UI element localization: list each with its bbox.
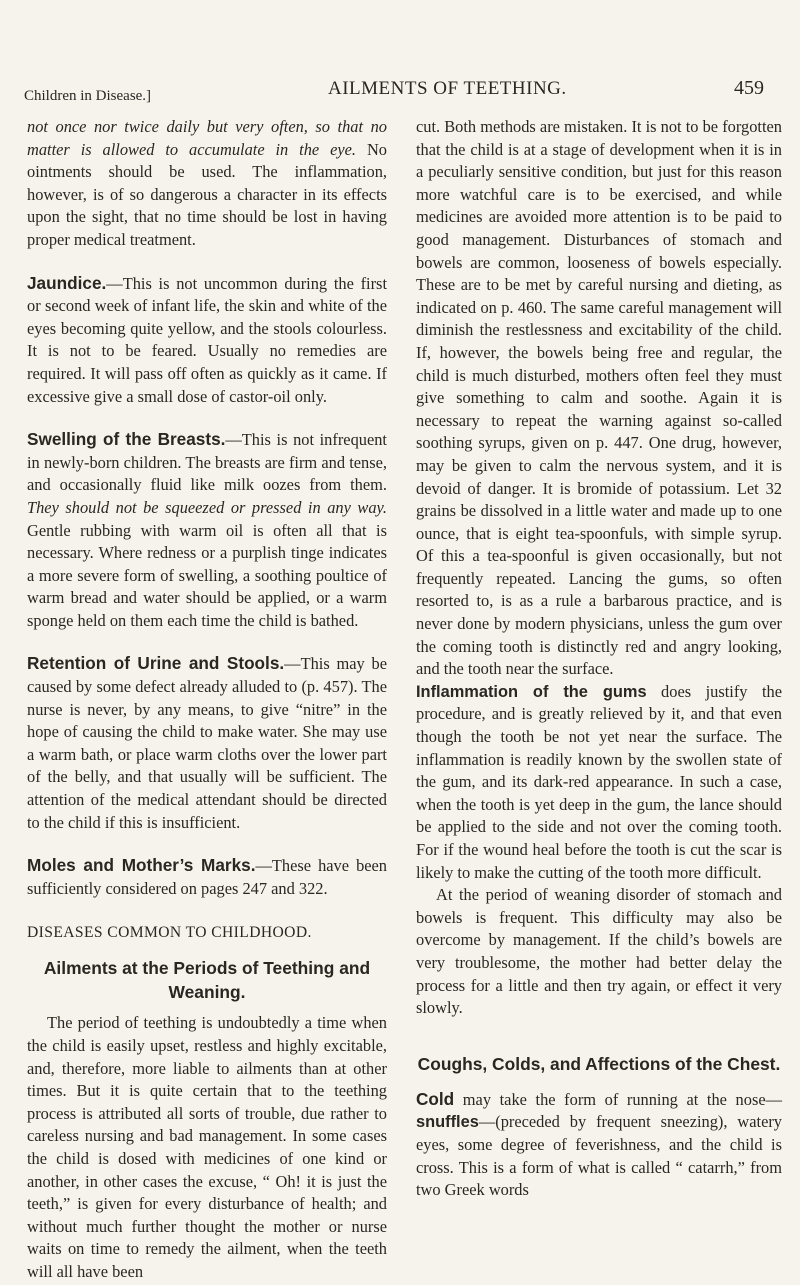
retention-heading: Retention of Urine and Stools.: [27, 653, 285, 674]
paragraph-teething-continued: cut. Both methods are mistaken. It is not to be forgotten that the child is at a stage of development when it is in a peculiarly sensitive condition, but just for this reason more watchful care is to be exercised, and while medicines are avoided more attention is to be paid to good management. Disturbances of stomach and bowels are common, looseness of bowels especially. These are to be met by careful nursing and dieting, as indicated on p. 460. The same careful management will diminish the restlessness and excitability of the child. If, however, the bowels being free and regular, the child is much disturbed, mothers often feel they must give something to calm and soothe. Again it is necessary to repeat the warning against so-called soothing syrups, given on p. 447. One drug, however, may be given to calm the nervous system, and it is devoid of danger. It is bromide of potassium. Let 32 grains be dissolved in a little water and made up to one ounce, that is eight tea-spoonfuls, with simple syrup. Of this a tea-spoonful is given occasionally, but not frequently repeated. Lancing the gums, so often resorted to, is as a rule a barbarous practice, and is never done by modern physicians, unless the gum over the coming tooth is distinctly red and angry looking, and the tooth near the surface.: [416, 117, 782, 679]
paragraph-jaundice: [27, 272, 387, 409]
eye-care-text: No ointments should be used. The inflammation, however, is of so dangerous a character in its effects upon the sight, that no time should be lost in having proper medical treatment.: [27, 139, 387, 249]
swelling-text-1: —This is not infrequent in newly-born children. The breasts are firm and tense, and occasionally fluid like milk oozes from them.: [27, 430, 387, 495]
paragraph-moles: [27, 854, 387, 900]
right-column: [416, 116, 782, 1202]
diseases-section-title: DISEASES COMMON TO CHILDHOOD.: [27, 924, 312, 942]
paragraph-gums: [416, 681, 782, 884]
gums-text: does justify the procedure, and is greatly relieved by it, and that even though the tooth be not yet near the surface. The inflammation is readily known by the swollen state of the gum, and its dark-red appearance. In such a case, when the tooth is yet deep in the gum, the lance should be applied to the side and not over the coming tooth. For if the wound heal before the tooth is cut the scar is likely to make the cutting of the tooth more difficult.: [416, 681, 782, 882]
gums-heading: Inflammation of the gums: [416, 682, 647, 701]
moles-text: —These have been sufficiently considered on pages 247 and 322.: [27, 856, 388, 898]
swelling-text-2: Gentle rubbing with warm oil is often all that is necessary. Where redness or a purplish tinge indicates a more severe form of swelling, a soothing poultice of warm bread and water should be applied, or a warm sponge held on them each time the child is bathed.: [27, 520, 387, 630]
snuffles-term: snuffles: [416, 1113, 479, 1132]
jaundice-heading: Jaundice.: [27, 272, 107, 293]
moles-heading: Moles and Mother’s Marks.: [27, 855, 256, 876]
swelling-heading: Swelling of the Breasts.: [27, 429, 226, 450]
paragraph-eye-care: [27, 116, 387, 252]
coughs-subtitle: Coughs, Colds, and Affections of the Chest.: [417, 1053, 781, 1074]
cold-heading: Cold: [416, 1088, 455, 1109]
left-column: [27, 116, 387, 1284]
paragraph-retention: [27, 652, 387, 834]
paragraph-teething: The period of teething is undoubtedly a time when the child is easily upset, restless and highly excitable, and, therefore, more liable to ailments than at other times. But it is quite certain that to the teething process is attributed all sorts of trouble, due rather to careless nursing and bad management. In some cases the child is dosed with medicines of one kind or another, in other cases the excuse, “ Oh! it is just the teeth,” is given for every disturbance of health; and without much further thought the mother or nurse waits on time to remedy the ailment, when the teeth will all have been: [27, 1013, 387, 1281]
section-label: Children in Disease.]: [24, 88, 152, 104]
cold-text-2: —(preceded by frequent sneezing), watery eyes, some degree of feverishness, and the child is cross. This is a form of what is called “ catarrh,” from two Greek words: [416, 1112, 782, 1200]
ailments-subtitle: Ailments at the Periods of Teething and Weaning.: [43, 958, 371, 1003]
swelling-italic: They should not be squeezed or pressed in any way.: [27, 497, 387, 517]
paragraph-weaning: At the period of weaning disorder of stomach and bowels is frequent. This difficulty may also be overcome by management. If the child’s bowels are very troublesome, the mother had better delay the process for a little and then try again, or effect it very slowly.: [416, 885, 782, 1018]
jaundice-text: —This is not uncommon during the first or second week of infant life, the skin and white of the eyes becoming quite yellow, and the stools colourless. It is not to be feared. Usually no remedies are required. It will pass off often as quickly as it came. If excessive give a small dose of castor-oil only.: [27, 273, 387, 406]
running-title: AILMENTS OF TEETHING.: [328, 78, 567, 99]
paragraph-cold: [416, 1088, 782, 1202]
retention-text: —This may be caused by some defect already alluded to (p. 457). The nurse is never, by any means, to give “nitre” in the hope of causing the child to make water. She may use a warm bath, or place warm cloths over the lower part of the belly, and that usually will be sufficient. The attention of the medical attendant should be directed to the child if this is insufficient.: [27, 654, 387, 832]
page-number: 459: [734, 77, 764, 99]
eye-care-italic: not once nor twice daily but very often, so that no matter is allowed to accumulate in the eye.: [27, 117, 387, 159]
paragraph-swelling: [27, 428, 387, 632]
cold-text-1: may take the form of running at the nose—: [454, 1089, 782, 1109]
running-head: [0, 0, 800, 110]
